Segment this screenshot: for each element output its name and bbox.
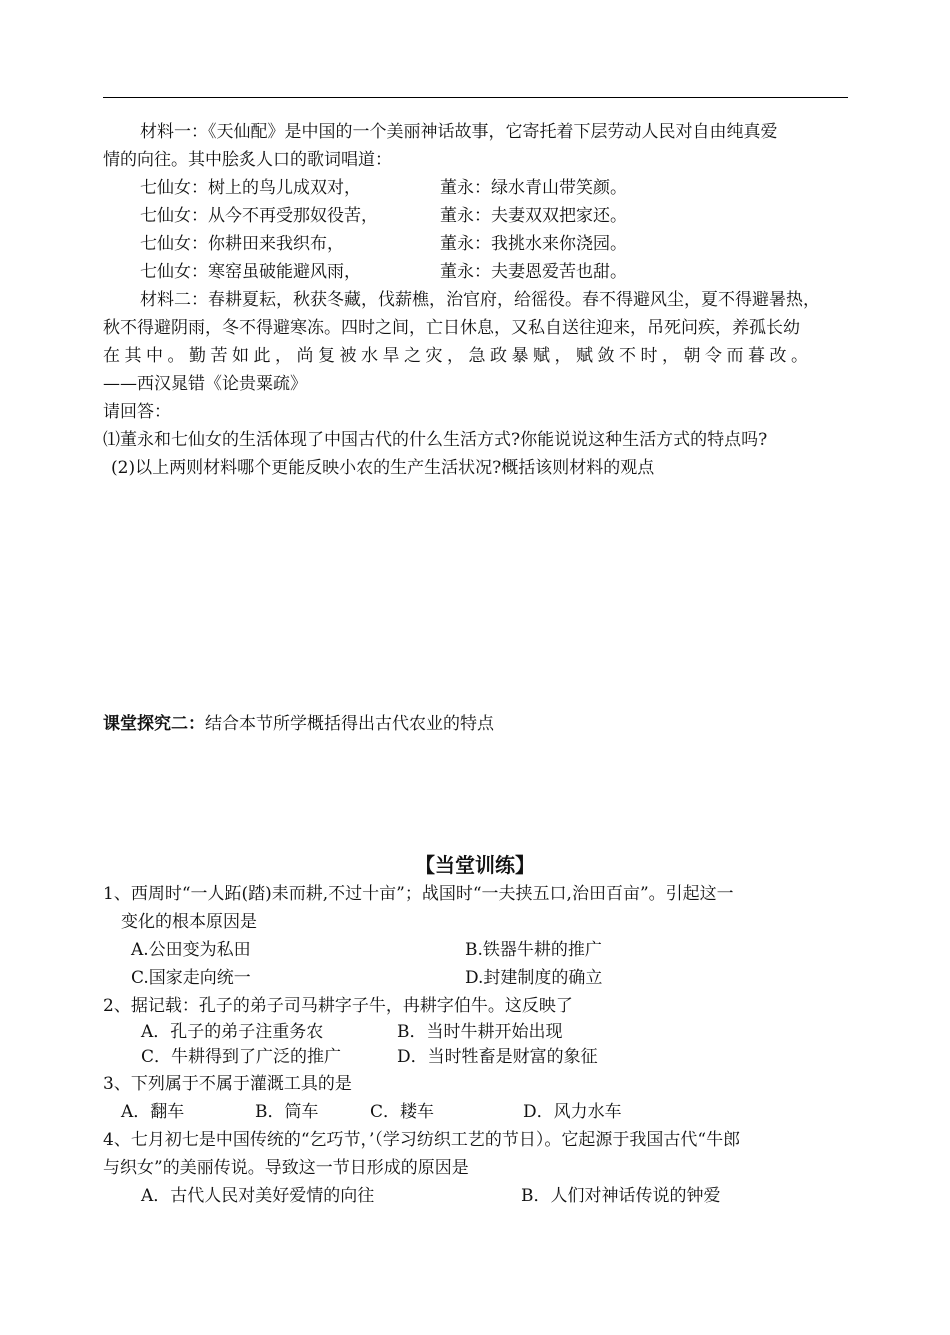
practice-q1-option-c: C.国家走向统一	[131, 968, 251, 988]
practice-q3-option-c: C．耧车	[370, 1102, 435, 1122]
inquiry2	[103, 713, 494, 735]
practice-q1-option-b: B.铁器牛耕的推广	[465, 940, 602, 960]
material2-source: ——西汉晁错《论贵粟疏》	[103, 374, 307, 394]
practice-q2-line1: 2、据记载：孔子的弟子司马耕字子牛，冉耕字伯牛。这反映了	[103, 996, 573, 1016]
practice-q4-line2: 与织女”的美丽传说。导致这一节日形成的原因是	[103, 1158, 469, 1178]
question-2: (2)以上两则材料哪个更能反映小农的生产生活状况?概括该则材料的观点	[111, 458, 655, 478]
practice-q3-line1: 3、下列属于不属于灌溉工具的是	[103, 1074, 352, 1094]
header-rule	[103, 97, 848, 98]
inquiry2-text: 结合本节所学概括得出古代农业的特点	[205, 714, 494, 734]
lyric-left-4: 七仙女：寒窑虽破能避风雨，	[140, 262, 361, 282]
practice-title: 【当堂训练】	[415, 853, 535, 877]
practice-q1-line2: 变化的根本原因是	[121, 912, 257, 932]
material1-line2: 情的向往。其中脍炙人口的歌词唱道：	[103, 150, 392, 170]
lyric-left-3: 七仙女：你耕田来我织布，	[140, 234, 344, 254]
practice-q2-option-d: D．当时牲畜是财富的象征	[397, 1047, 598, 1067]
lyric-right-2: 董永：夫妻双双把家还。	[440, 206, 627, 226]
practice-q4-line1: 4、七月初七是中国传统的“乞巧节，’（学习纺织工艺的节日）。它起源于我国古代“牛郎	[103, 1130, 741, 1150]
question-1: ⑴董永和七仙女的生活体现了中国古代的什么生活方式?你能说说这种生活方式的特点吗?	[103, 430, 768, 450]
material2-line1: 材料二：春耕夏耘，秋获冬藏，伐薪樵，治官府，给徭役。春不得避风尘，夏不得避暑热，	[140, 290, 820, 310]
practice-q3-option-a: A．翻车	[121, 1102, 185, 1122]
practice-q1-option-a: A.公田变为私田	[131, 940, 251, 960]
practice-q1-line1: 1、西周时“一人跖(踏)耒而耕,不过十亩”；战国时“一夫挟五口,治田百亩”。引起这一	[103, 884, 734, 904]
practice-q2-option-c: C．牛耕得到了广泛的推广	[141, 1047, 342, 1067]
lyric-left-2: 七仙女：从今不再受那奴役苦，	[140, 206, 378, 226]
inquiry2-label: 课堂探究二：	[103, 714, 205, 734]
answer-prompt: 请回答：	[103, 402, 171, 422]
material1-line1: 材料一：《天仙配》是中国的一个美丽神话故事，它寄托着下层劳动人民对自由纯真爱	[140, 122, 778, 142]
practice-q2-option-a: A．孔子的弟子注重务农	[141, 1022, 324, 1042]
material2-line2: 秋不得避阴雨，冬不得避寒冻。四时之间，亡日休息，又私自送往迎来，吊死问疾，养孤长幼	[103, 318, 800, 338]
lyric-right-4: 董永：夫妻恩爱苦也甜。	[440, 262, 627, 282]
practice-q4-option-b: B．人们对神话传说的钟爱	[521, 1186, 721, 1206]
lyric-right-3: 董永：我挑水来你浇园。	[440, 234, 627, 254]
practice-q2-option-b: B．当时牛耕开始出现	[397, 1022, 563, 1042]
lyric-left-1: 七仙女：树上的鸟儿成双对，	[140, 178, 361, 198]
practice-q3-option-d: D．风力水车	[523, 1102, 622, 1122]
practice-q1-option-d: D.封建制度的确立	[465, 968, 603, 988]
lyric-right-1: 董永：绿水青山带笑颜。	[440, 178, 627, 198]
practice-q3-option-b: B．筒车	[255, 1102, 319, 1122]
practice-q4-option-a: A．古代人民对美好爱情的向往	[141, 1186, 375, 1206]
material2-line3: 在其中。勤苦如此，尚复被水旱之灾，急政暴赋，赋敛不时，朝令而暮改。	[103, 346, 813, 366]
